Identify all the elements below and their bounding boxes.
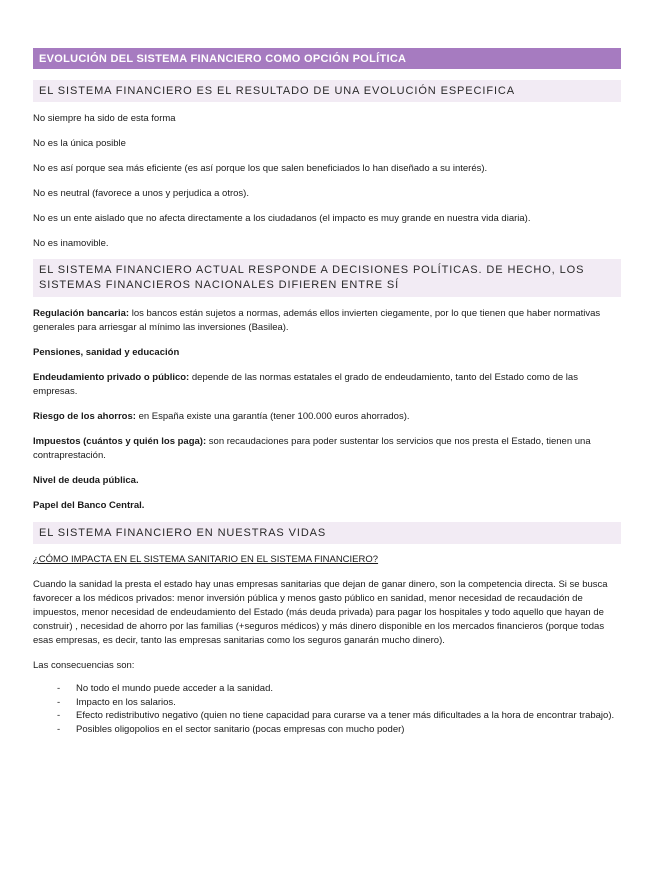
list-item: - Efecto redistributivo negativo (quien no tiene capacidad para curarse va a tener más dificultades a la hora de encontrar trabajo).: [33, 709, 621, 723]
item-term: Endeudamiento privado o público:: [33, 372, 190, 383]
section2-item: [33, 435, 621, 463]
section2-body: [33, 307, 621, 513]
section2-item: [33, 307, 621, 335]
consequences-label: Las consecuencias son:: [33, 660, 135, 671]
section2-item: [33, 499, 621, 513]
section3-paragraph: Cuando la sanidad la presta el estado hay unas empresas sanitarias que dejan de ganar dinero, son la competencia directa. Si se busca favorecer a los médicos privados: menor inversión pública y menos gasto público en sanidad, menor necesidad de recaudación de impuestos, menor necesidad de endeudamiento del Estado (más deuda privada) para pagar los hospitales y todo aquello que hayan de construir) , necesidad de ahorro por las familias (+seguros médicos) y más dinero disponible en los mercados financieros (porque todas esas empresas, es decir, tanto las empresas sanitarias como los seguros ganarán mucho dinero).: [33, 579, 608, 646]
section2-heading: EL SISTEMA FINANCIERO ACTUAL RESPONDE A DECISIONES POLÍTICAS. DE HECHO, LOS SISTEMAS FINANCIEROS NACIONALES DIFIEREN ENTRE SÍ: [33, 259, 621, 297]
list-item: - No todo el mundo puede acceder a la sanidad.: [33, 682, 621, 696]
section1-heading: EL SISTEMA FINANCIERO ES EL RESULTADO DE UNA EVOLUCIÓN ESPECIFICA: [33, 80, 621, 102]
document-title: EVOLUCIÓN DEL SISTEMA FINANCIERO COMO OPCIÓN POLÍTICA: [33, 48, 621, 69]
item-text: son recaudaciones para poder sustentar los servicios que nos presta el Estado, tienen una contraprestación.: [33, 436, 591, 461]
document-page: [0, 48, 655, 896]
item-term: Regulación bancaria:: [33, 308, 130, 319]
consequences-list: [33, 682, 621, 736]
section1-line: No es neutral (favorece a unos y perjudica a otros).: [33, 188, 249, 199]
list-item: - Impacto en los salarios.: [33, 696, 621, 710]
item-term: Riesgo de los ahorros:: [33, 411, 136, 422]
item-text: los bancos están sujetos a normas, además ellos invierten ciegamente, por lo que tienen que haber normativas generales para arriesgar al mínimo las inversiones (Basilea).: [33, 308, 601, 333]
item-text: en España existe una garantía (tener 100.000 euros ahorrados).: [135, 411, 410, 422]
section2-item: [33, 371, 621, 399]
item-term: Pensiones, sanidad y educación: [33, 347, 180, 358]
item-term: Nivel de deuda pública.: [33, 475, 139, 486]
section3-heading: EL SISTEMA FINANCIERO EN NUESTRAS VIDAS: [33, 522, 621, 544]
section2-item: [33, 410, 621, 424]
section2-item: [33, 346, 621, 360]
section3-question: ¿CÓMO IMPACTA EN EL SISTEMA SANITARIO EN EL SISTEMA FINANCIERO?: [33, 554, 379, 565]
section3-body: [33, 553, 621, 736]
item-term: Papel del Banco Central.: [33, 500, 145, 511]
section1-line: No siempre ha sido de esta forma: [33, 113, 176, 124]
section1-line: No es inamovible.: [33, 238, 109, 249]
section2-item: [33, 474, 621, 488]
section1-body: [33, 112, 621, 251]
section1-line: No es un ente aislado que no afecta directamente a los ciudadanos (el impacto es muy grande en nuestra vida diaria).: [33, 213, 531, 224]
section1-line: No es la única posible: [33, 138, 126, 149]
list-item: - Posibles oligopolios en el sector sanitario (pocas empresas con mucho poder): [33, 723, 621, 737]
item-term: Impuestos (cuántos y quién los paga):: [33, 436, 207, 447]
item-text: depende de las normas estatales el grado de endeudamiento, tanto del Estado como de las empresas.: [33, 372, 578, 397]
section1-line: No es así porque sea más eficiente (es así porque los que salen beneficiados lo han diseñado a su interés).: [33, 163, 488, 174]
